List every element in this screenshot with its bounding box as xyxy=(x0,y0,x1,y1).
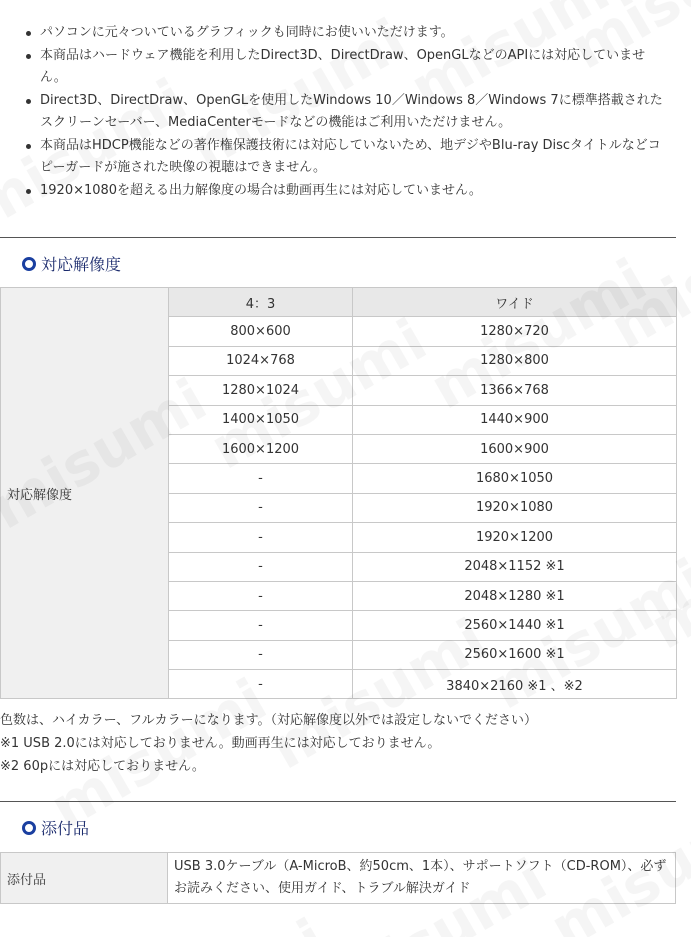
resolution-row-label: 対応解像度 xyxy=(1,288,169,699)
resolution-title-text: 対応解像度 xyxy=(41,255,122,274)
accessories-section-header xyxy=(0,801,676,838)
note-item: Direct3D、DirectDraw、OpenGLを使用したWindows 10／Windows 8／Windows 7に標準搭載されたスクリーンセーバー、MediaCenterモードなどの機能はご利用いただけません。 xyxy=(20,90,670,135)
cell-wide: 2048×1280 ※1 xyxy=(353,581,677,610)
resolution-footnotes xyxy=(0,709,680,778)
cell-wide: 1680×1050 xyxy=(353,464,677,493)
cell-4-3: 1024×768 xyxy=(169,346,353,375)
cell-wide: 1600×900 xyxy=(353,434,677,463)
note-item: 本商品はHDCP機能などの著作権保護技術には対応していないため、地デジやBlu-ray Discタイトルなどコピーガードが施された映像の視聴はできません。 xyxy=(20,135,670,180)
cell-4-3: - xyxy=(169,523,353,552)
cell-wide: 1440×900 xyxy=(353,405,677,434)
cell-wide: 1920×1200 xyxy=(353,523,677,552)
cell-4-3: - xyxy=(169,464,353,493)
cell-wide: 2048×1152 ※1 xyxy=(353,552,677,581)
accessories-title-text: 添付品 xyxy=(41,819,90,838)
note-item: パソコンに元々ついているグラフィックも同時にお使いいただけます。 xyxy=(20,22,670,45)
cell-4-3: - xyxy=(169,640,353,669)
footnote-2: ※2 60pには対応しておりません。 xyxy=(0,759,205,774)
accessories-section-title xyxy=(22,816,89,839)
resolution-table xyxy=(0,287,677,699)
resolution-section-title xyxy=(22,252,121,275)
circle-bullet-icon xyxy=(22,257,36,271)
cell-4-3: - xyxy=(169,493,353,522)
cell-4-3: - xyxy=(169,581,353,610)
accessories-table xyxy=(0,852,676,904)
cell-4-3: - xyxy=(169,611,353,640)
resolution-section-header xyxy=(0,237,676,274)
column-header-wide: ワイド xyxy=(353,288,677,317)
cell-4-3: 1600×1200 xyxy=(169,434,353,463)
cell-wide: 1920×1080 xyxy=(353,493,677,522)
column-header-4-3: 4：3 xyxy=(169,288,353,317)
footnote-1: ※1 USB 2.0には対応しておりません。動画再生には対応しておりません。 xyxy=(0,736,441,751)
note-item: 1920×1080を超える出力解像度の場合は動画再生には対応していません。 xyxy=(20,180,670,203)
cell-wide: 2560×1440 ※1 xyxy=(353,611,677,640)
cell-wide: 1280×720 xyxy=(353,317,677,346)
watermark-text xyxy=(99,905,338,937)
accessories-value: USB 3.0ケーブル（A-MicroB、約50cm、1本）、サポートソフト（CD-ROM）、必ずお読みください、使用ガイド、トラブル解決ガイド xyxy=(168,853,676,904)
accessories-row-label: 添付品 xyxy=(1,853,168,904)
note-item: 本商品はハードウェア機能を利用したDirect3D、DirectDraw、OpenGLなどのAPIには対応していません。 xyxy=(20,45,670,90)
cell-4-3: 1280×1024 xyxy=(169,376,353,405)
cell-wide: 3840×2160 ※1 、※2 xyxy=(353,670,677,699)
circle-bullet-icon xyxy=(22,821,36,835)
cell-wide: 1366×768 xyxy=(353,376,677,405)
cell-wide: 2560×1600 ※1 xyxy=(353,640,677,669)
cell-wide: 1280×800 xyxy=(353,346,677,375)
notes-list xyxy=(20,22,670,202)
footnote-colors: 色数は、ハイカラー、フルカラーになります。（対応解像度以外では設定しないでください） xyxy=(0,713,538,728)
cell-4-3: 800×600 xyxy=(169,317,353,346)
cell-4-3: - xyxy=(169,670,353,699)
cell-4-3: - xyxy=(169,552,353,581)
cell-4-3: 1400×1050 xyxy=(169,405,353,434)
